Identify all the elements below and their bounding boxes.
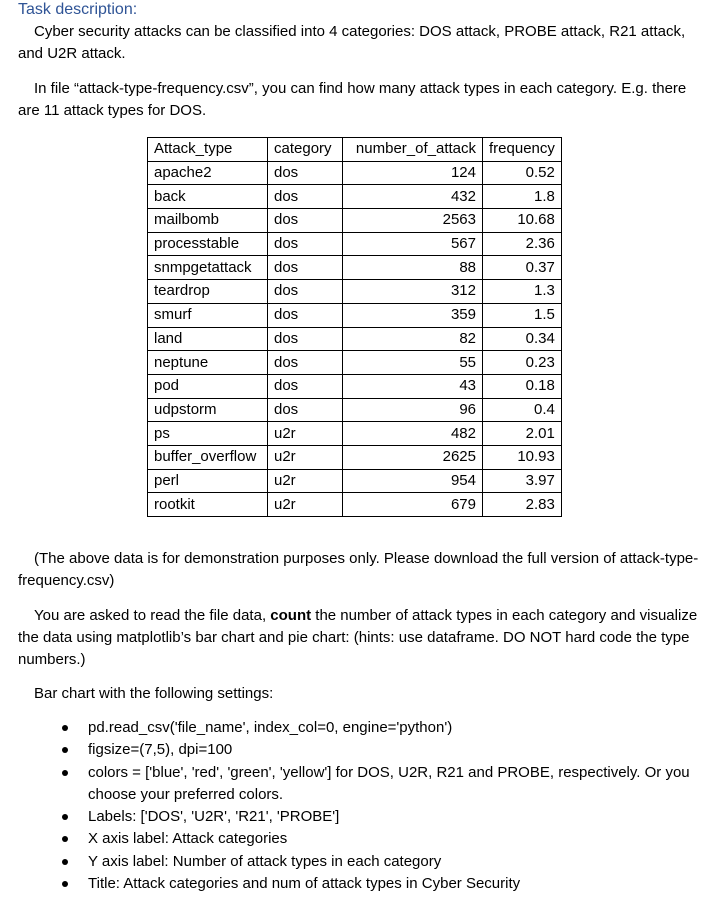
cell-category: dos: [268, 303, 343, 327]
table-row: [148, 351, 562, 375]
list-item: [0, 828, 723, 850]
cell-number-of-attack: 55: [343, 351, 483, 375]
cell-number-of-attack: 567: [343, 232, 483, 256]
bullet-icon: [62, 747, 68, 753]
table-row: [148, 493, 562, 517]
cell-attack-type: back: [148, 185, 268, 209]
cell-attack-type: udpstorm: [148, 398, 268, 422]
demo-note-paragraph: (The above data is for demonstration purposes only. Please download the full version of attack-type-frequency.csv): [18, 550, 699, 589]
list-item-text: colors = ['blue', 'red', 'green', 'yellow'] for DOS, U2R, R21 and PROBE, respectively. Or you choose your preferred colors.: [88, 763, 690, 803]
cell-frequency: 10.93: [483, 445, 562, 469]
cell-attack-type: ps: [148, 422, 268, 446]
table-row: [148, 445, 562, 469]
list-item: [0, 851, 723, 873]
cell-frequency: 2.83: [483, 493, 562, 517]
cell-number-of-attack: 2563: [343, 209, 483, 233]
header-frequency: frequency: [483, 138, 562, 162]
table-row: [148, 469, 562, 493]
cell-category: u2r: [268, 469, 343, 493]
cell-number-of-attack: 954: [343, 469, 483, 493]
table-header-row: [148, 138, 562, 162]
cell-attack-type: snmpgetattack: [148, 256, 268, 280]
cell-category: dos: [268, 374, 343, 398]
cell-category: dos: [268, 161, 343, 185]
table-row: [148, 280, 562, 304]
table-row: [148, 422, 562, 446]
table-row: [148, 232, 562, 256]
task-text-before: You are asked to read the file data,: [34, 607, 271, 624]
bullet-icon: [62, 836, 68, 842]
list-item: [0, 806, 723, 828]
list-item-text: Title: Attack categories and num of attack types in Cyber Security: [88, 875, 521, 893]
file-note-paragraph: In file “attack-type-frequency.csv”, you can find how many attack types in each category. E.g. there are 11 attack types for DOS.: [18, 80, 687, 119]
cell-frequency: 0.34: [483, 327, 562, 351]
list-item: [0, 762, 723, 807]
cell-category: dos: [268, 185, 343, 209]
cell-attack-type: teardrop: [148, 280, 268, 304]
cell-category: u2r: [268, 422, 343, 446]
cell-attack-type: land: [148, 327, 268, 351]
cell-number-of-attack: 359: [343, 303, 483, 327]
cell-number-of-attack: 96: [343, 398, 483, 422]
cell-category: dos: [268, 398, 343, 422]
cell-number-of-attack: 43: [343, 374, 483, 398]
header-attack-type: Attack_type: [148, 138, 268, 162]
list-item-text: Labels: ['DOS', 'U2R', 'R21', 'PROBE']: [88, 808, 340, 826]
bullet-icon: [62, 814, 68, 820]
cell-frequency: 1.3: [483, 280, 562, 304]
cell-category: dos: [268, 351, 343, 375]
cell-number-of-attack: 124: [343, 161, 483, 185]
table-row: [148, 185, 562, 209]
cell-frequency: 1.5: [483, 303, 562, 327]
task-paragraph: [18, 605, 708, 671]
settings-list: [0, 717, 723, 895]
list-item-text: Y axis label: Number of attack types in each category: [88, 852, 442, 870]
cell-frequency: 0.52: [483, 161, 562, 185]
cell-number-of-attack: 432: [343, 185, 483, 209]
cell-category: dos: [268, 232, 343, 256]
list-item-text: pd.read_csv('file_name', index_col=0, engine='python'): [88, 719, 453, 736]
table-row: [148, 209, 562, 233]
cell-number-of-attack: 82: [343, 327, 483, 351]
cell-category: dos: [268, 256, 343, 280]
cell-number-of-attack: 312: [343, 280, 483, 304]
cell-frequency: 3.97: [483, 469, 562, 493]
cell-attack-type: perl: [148, 469, 268, 493]
table-row: [148, 374, 562, 398]
table-row: [148, 398, 562, 422]
cell-frequency: 0.23: [483, 351, 562, 375]
table-row: [148, 303, 562, 327]
cell-frequency: 2.01: [483, 422, 562, 446]
cell-attack-type: neptune: [148, 351, 268, 375]
intro-paragraph: Cyber security attacks can be classified into 4 categories: DOS attack, PROBE attack, R21 attack, and U2R attack.: [18, 23, 686, 62]
cell-attack-type: smurf: [148, 303, 268, 327]
cell-attack-type: rootkit: [148, 493, 268, 517]
list-item-text: figsize=(7,5), dpi=100: [88, 741, 233, 759]
cell-frequency: 1.8: [483, 185, 562, 209]
cell-category: dos: [268, 209, 343, 233]
task-text-after: the number of attack types in each category and visualize the data using matplotlib’s bar chart and pie chart: (hints: use dataframe. DO NOT hard code the type numbers.): [18, 607, 698, 668]
table-row: [148, 161, 562, 185]
cell-frequency: 0.4: [483, 398, 562, 422]
list-item: [0, 717, 723, 739]
cell-number-of-attack: 2625: [343, 445, 483, 469]
bullet-icon: [62, 770, 68, 776]
table-row: [148, 256, 562, 280]
cell-attack-type: apache2: [148, 161, 268, 185]
header-category: category: [268, 138, 343, 162]
cell-attack-type: pod: [148, 374, 268, 398]
list-item-text: X axis label: Attack categories: [88, 830, 288, 848]
bullet-icon: [62, 725, 68, 731]
list-item: [0, 739, 723, 761]
bullet-icon: [62, 881, 68, 887]
task-text-bold: count: [270, 607, 312, 624]
cell-category: dos: [268, 280, 343, 304]
attack-data-table: [147, 137, 562, 517]
table-row: [148, 327, 562, 351]
header-number-of-attack: number_of_attack: [343, 138, 483, 162]
cell-attack-type: buffer_overflow: [148, 445, 268, 469]
cell-frequency: 2.36: [483, 232, 562, 256]
bar-chart-intro: Bar chart with the following settings:: [34, 685, 274, 702]
bullet-icon: [62, 859, 68, 865]
cell-category: u2r: [268, 493, 343, 517]
cell-attack-type: mailbomb: [148, 209, 268, 233]
cell-frequency: 10.68: [483, 209, 562, 233]
cell-attack-type: processtable: [148, 232, 268, 256]
cell-category: dos: [268, 327, 343, 351]
cell-frequency: 0.18: [483, 374, 562, 398]
list-item: [0, 873, 723, 895]
cell-number-of-attack: 88: [343, 256, 483, 280]
cell-category: u2r: [268, 445, 343, 469]
cell-number-of-attack: 482: [343, 422, 483, 446]
task-heading: Task description:: [18, 1, 138, 18]
cell-frequency: 0.37: [483, 256, 562, 280]
cell-number-of-attack: 679: [343, 493, 483, 517]
